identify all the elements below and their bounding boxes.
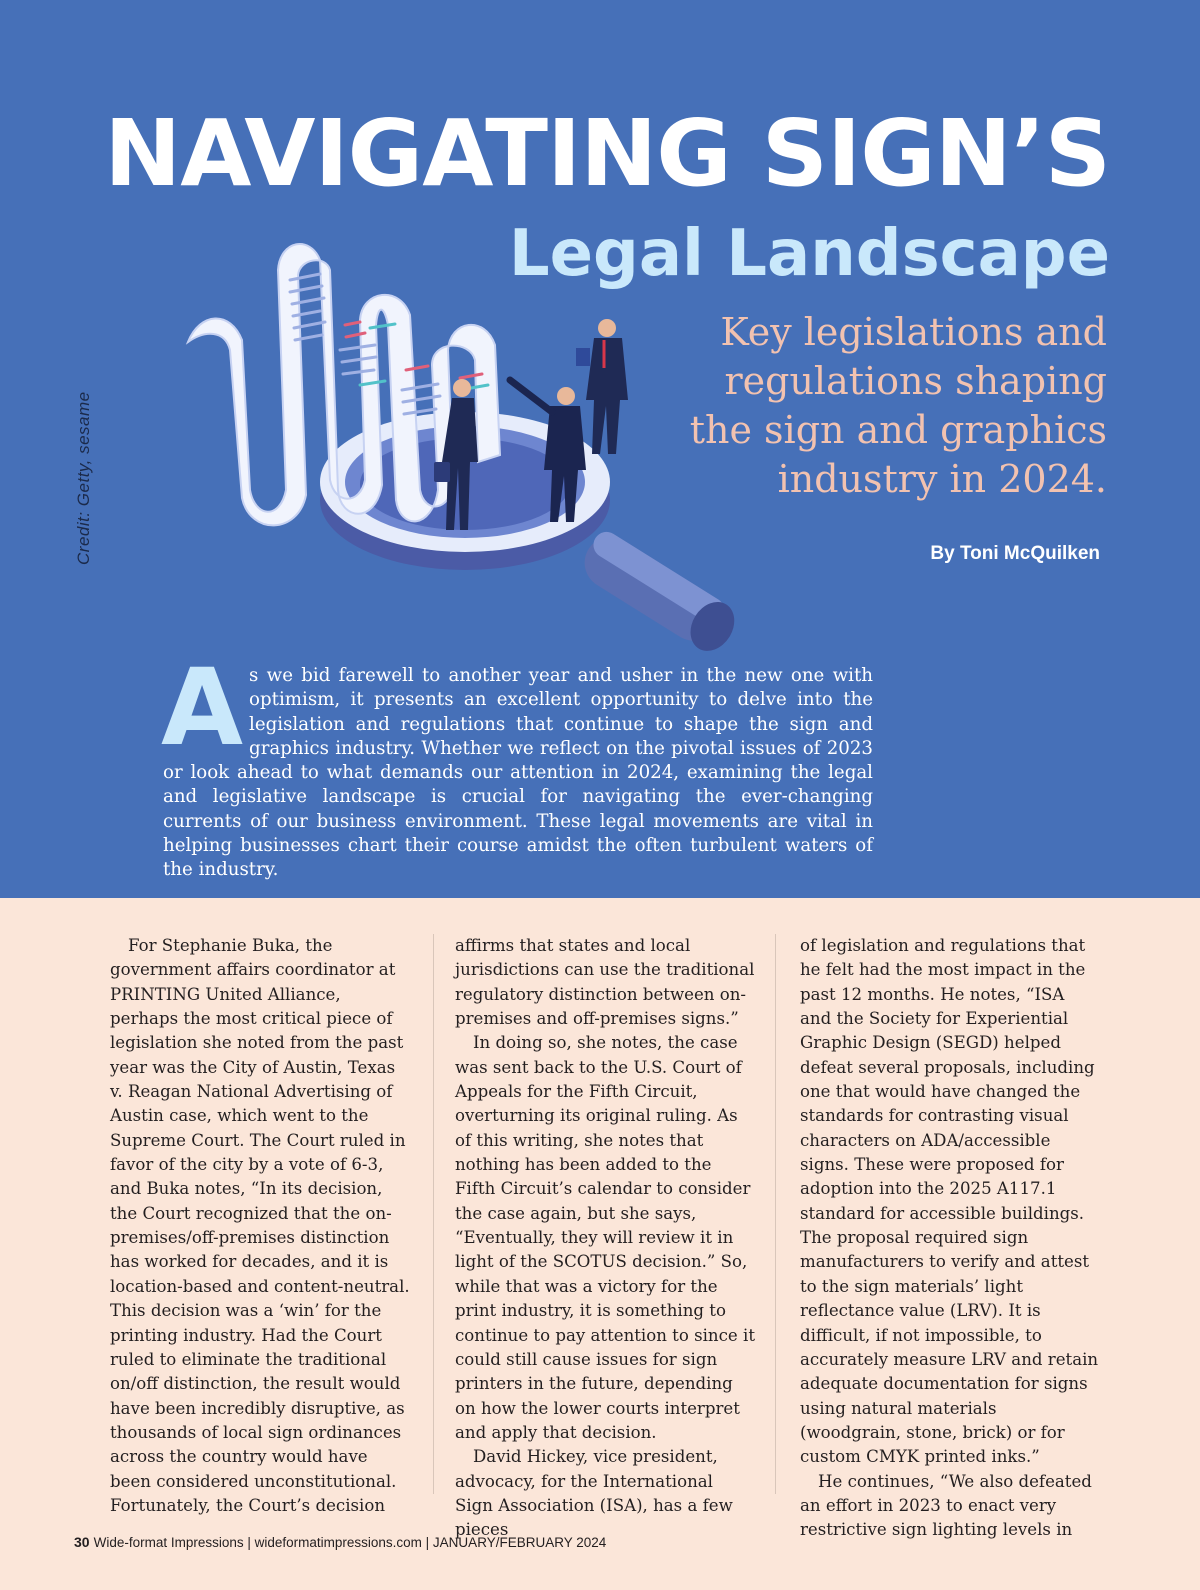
body-column-2 [455, 934, 755, 1543]
body-paragraph: affirms that states and local jurisdictions can use the traditional regulatory distinction between on-premises and off-premises signs.” [455, 936, 755, 1029]
page-footer [74, 1534, 606, 1550]
businessman-right [576, 319, 628, 454]
article-dek: Key legislations and regulations shaping the sign and graphics industry in 2024. [689, 310, 1107, 501]
body-paragraph: of legislation and regulations that he felt had the most impact in the past 12 months. He notes, “ISA and the Society for Experiential Graphic Design (SEGD) helped defeat several proposals, including one that would have changed the standards for contrasting visual characters on ADA/accessible signs. These were proposed for adoption into the 2025 A117.1 standard for accessible buildings. The proposal required sign manufacturers to verify and attest to the sign materials’ light reflectance value (LRV). It is difficult, if not impossible, to accurately measure LRV and retain adequate documentation for signs using natural materials (woodgrain, stone, brick) or for custom CMYK printed inks.” [800, 936, 1099, 1467]
headline-line-1: NAVIGATING SIGN’S [104, 100, 1110, 207]
body-paragraph: David Hickey, vice president, advocacy, for the International Sign Association (ISA), has a few pieces [455, 1447, 733, 1540]
footer-text: Wide-format Impressions | wideformatimpressions.com | JANUARY/FEBRUARY 2024 [93, 1535, 607, 1550]
body-column-1 [110, 934, 410, 1518]
drop-cap: A [161, 646, 244, 769]
body-paragraph: In doing so, she notes, the case was sent back to the U.S. Court of Appeals for the Fifth Circuit, overturning its original ruling. As of this writing, she notes that nothing has been added to the Fifth Circuit’s calendar to consider the case again, but she says, “Eventually, they will review it in light of the SCOTUS decision.” So, while that was a victory for the print industry, it is something to continue to pay attention to since it could still cause issues for sign printers in the future, depending on how the lower courts interpret and apply that decision. [455, 1033, 755, 1442]
intro-text: s we bid farewell to another year and usher in the new one with optimism, it presents an excellent opportunity to delve into the legislation and regulations that continue to shape the sign and graphics industry. Whether we reflect on the pivotal issues of 2023 or look ahead to what demands our attention in 2024, examining the legal and legislative landscape is crucial for navigating the ever-changing currents of our business environment. These legal movements are vital in helping businesses chart their course amidst the often turbulent waters of the industry. [163, 665, 873, 881]
body-paragraph: For Stephanie Buka, the government affairs coordinator at PRINTING United Alliance, perhaps the most critical piece of legislation she noted from the past year was the City of Austin, Texas v. Reagan National Advertising of Austin case, which went to the Supreme Court. The Court ruled in favor of the city by a vote of 6-3, and Buka notes, “In its decision, the Court recognized that the on-premises/off-premises distinction has worked for decades, and it is location-based and content-neutral. This decision was a ‘win’ for the printing industry. Had the Court ruled to eliminate the traditional on/off distinction, the result would have been incredibly disruptive, as thousands of local sign ordinances across the country would have been considered unconstitutional. Fortunately, the Court’s decision [110, 936, 410, 1515]
byline: By Toni McQuilken [930, 543, 1100, 564]
headline-line-2: Legal Landscape [508, 217, 1110, 291]
page-number: 30 [74, 1534, 90, 1550]
body-paragraph: He continues, “We also defeated an effort in 2023 to enact very restrictive sign lighting levels in [800, 1471, 1092, 1540]
body-column-3 [800, 934, 1100, 1543]
article-body [110, 934, 1110, 1540]
photo-credit: Credit: Getty, sesame [74, 391, 93, 565]
intro-paragraph [161, 646, 873, 883]
